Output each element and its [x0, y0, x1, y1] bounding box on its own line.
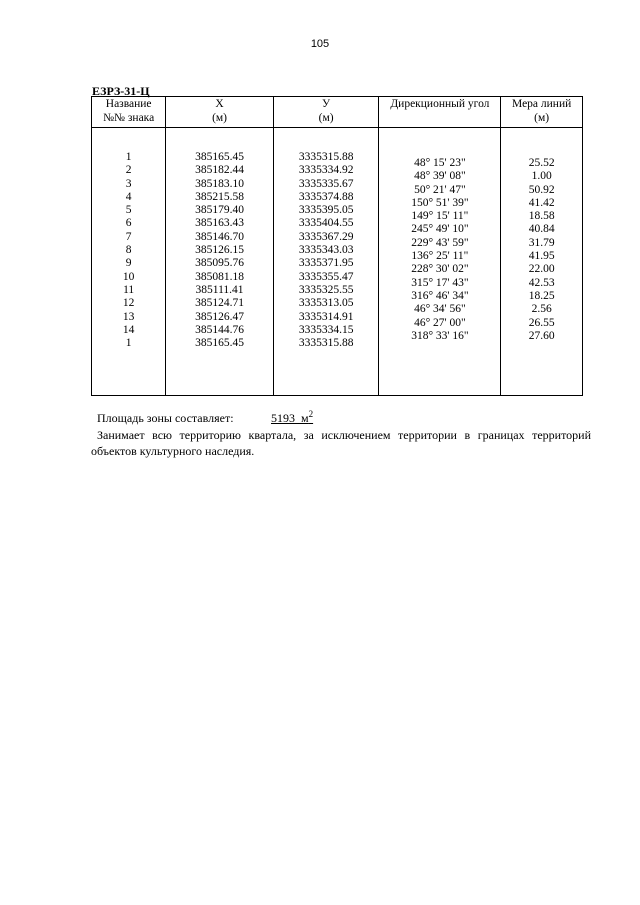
header-x: X (м) [166, 97, 274, 128]
point-x: 385081.18 [195, 270, 244, 283]
x-values-cell [166, 128, 274, 396]
direction-angle: 228° 30' 02" [411, 263, 469, 276]
line-length: 1.00 [531, 170, 552, 183]
line-length: 40.84 [528, 223, 555, 236]
area-unit: м [301, 411, 309, 425]
point-name: 7 [125, 230, 132, 243]
direction-angle: 245° 49' 10" [411, 223, 469, 236]
point-y: 3335355.47 [298, 270, 354, 283]
coordinates-table [91, 96, 583, 396]
point-x: 385165.45 [195, 151, 244, 163]
point-name: 11 [123, 283, 135, 296]
point-y: 3335404.55 [298, 217, 354, 230]
table-header-row [92, 97, 583, 128]
line-length: 50.92 [528, 183, 555, 196]
point-y: 3335374.88 [298, 190, 354, 203]
point-name: 9 [125, 257, 132, 270]
area-value: 5193 [271, 411, 295, 425]
area-value-group [271, 409, 313, 426]
point-name: 4 [125, 190, 132, 203]
point-y: 3335314.91 [298, 310, 354, 323]
point-x: 385183.10 [195, 177, 244, 190]
point-x: 385215.58 [195, 190, 244, 203]
x-values-list [166, 151, 273, 350]
header-direction-angle: Дирекционный угол [379, 97, 501, 128]
line-length: 26.55 [528, 316, 555, 329]
point-y: 3335371.95 [298, 257, 354, 270]
point-y: 3335335.67 [298, 177, 354, 190]
direction-angle: 46° 34' 56" [414, 303, 466, 316]
point-name: 13 [122, 310, 135, 323]
line-length: 42.53 [528, 276, 555, 289]
point-x: 385179.40 [195, 204, 244, 217]
point-x: 385124.71 [195, 297, 244, 310]
line-length: 18.58 [528, 210, 555, 223]
direction-angle: 46° 27' 00" [414, 316, 466, 329]
point-y: 3335334.92 [298, 164, 354, 177]
direction-angle: 136° 25' 11" [411, 250, 469, 263]
point-y: 3335313.05 [298, 297, 354, 310]
direction-angle: 48° 15' 23" [414, 157, 466, 169]
point-name: 10 [122, 270, 135, 283]
direction-angles-cell [379, 128, 501, 396]
area-unit-power: 2 [308, 409, 314, 419]
point-name: 12 [122, 297, 135, 310]
point-x: 385182.44 [195, 164, 244, 177]
point-name: 1 [125, 151, 132, 163]
point-name: 3 [125, 177, 132, 190]
point-name: 2 [125, 164, 132, 177]
point-names-list [92, 151, 165, 350]
direction-angle: 318° 33' 16" [411, 329, 469, 342]
header-line-length: Мера линий (м) [501, 97, 583, 128]
zone-description: Занимает всю территорию квартала, за исключением территории в границах территорий объектов культурного наследия. [91, 428, 591, 458]
header-y: У (м) [273, 97, 379, 128]
line-length: 31.79 [528, 236, 555, 249]
y-values-cell [273, 128, 379, 396]
direction-angle: 315° 17' 43" [411, 276, 469, 289]
point-x: 385111.41 [195, 283, 244, 296]
line-length: 41.42 [528, 196, 555, 209]
point-name: 14 [122, 323, 135, 336]
point-name: 8 [125, 244, 132, 257]
line-length: 22.00 [528, 263, 555, 276]
point-x: 385146.70 [195, 230, 244, 243]
point-y: 3335334.15 [298, 323, 354, 336]
table-body-row [92, 128, 583, 396]
line-length: 18.25 [528, 289, 555, 302]
direction-angle: 316° 46' 34" [411, 289, 469, 302]
direction-angle: 48° 39' 08" [414, 170, 466, 183]
direction-angle: 149° 15' 11" [411, 210, 469, 223]
point-x: 385144.76 [195, 323, 244, 336]
point-name: 6 [125, 217, 132, 230]
area-label: Площадь зоны составляет: [97, 411, 234, 425]
line-length: 25.52 [528, 157, 555, 169]
point-x: 385126.15 [195, 244, 244, 257]
line-length: 27.60 [528, 329, 555, 342]
point-x: 385095.76 [195, 257, 244, 270]
direction-angle: 229° 43' 59" [411, 236, 469, 249]
page-number: 105 [310, 38, 330, 50]
point-y: 3335325.55 [298, 283, 354, 296]
point-y: 3335315.88 [298, 151, 354, 163]
header-point-name: Название №№ знака [92, 97, 166, 128]
point-y: 3335343.03 [298, 244, 354, 257]
point-name: 1 [125, 337, 132, 350]
point-y: 3335367.29 [298, 230, 354, 243]
point-x: 385165.45 [195, 337, 244, 350]
y-values-list [274, 151, 379, 350]
direction-angle: 50° 21' 47" [414, 183, 466, 196]
direction-angle: 150° 51' 39" [411, 196, 469, 209]
point-y: 3335395.05 [298, 204, 354, 217]
line-lengths-cell [501, 128, 583, 396]
point-y: 3335315.88 [298, 337, 354, 350]
zone-title: ЕЗРЗ-31-Ц [92, 84, 150, 98]
direction-angles-list [379, 157, 500, 343]
line-length: 2.56 [531, 303, 552, 316]
line-lengths-list [501, 157, 582, 343]
point-name: 5 [125, 204, 132, 217]
line-length: 41.95 [528, 250, 555, 263]
point-x: 385163.43 [195, 217, 244, 230]
point-names-cell [92, 128, 166, 396]
point-x: 385126.47 [195, 310, 244, 323]
